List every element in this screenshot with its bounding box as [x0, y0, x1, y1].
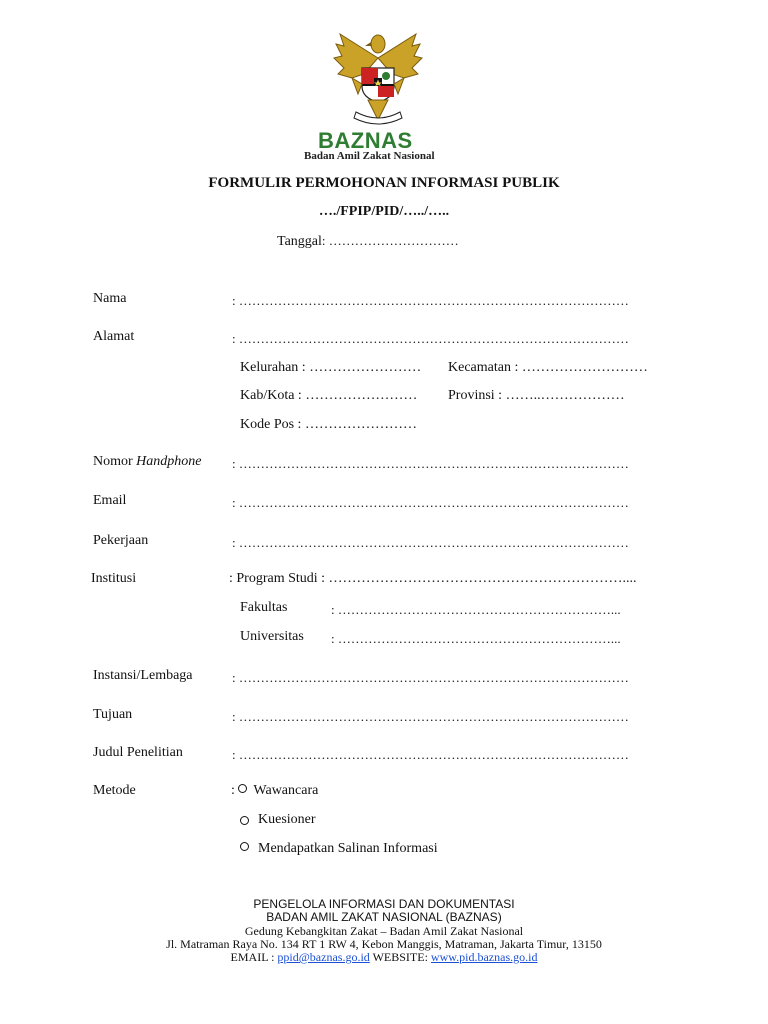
metode-option-label: Mendapatkan Salinan Informasi — [258, 841, 438, 856]
footer-contact — [0, 950, 768, 965]
nomor-handphone-label — [93, 454, 202, 470]
email-field[interactable]: : ……………………………………………………………………………… — [232, 495, 629, 510]
radio-icon[interactable] — [240, 842, 249, 851]
instansi-field[interactable]: : ……………………………………………………………………………… — [232, 670, 629, 685]
nama-label: Nama — [93, 291, 127, 306]
kabkota-field[interactable]: Kab/Kota : …………………… — [240, 388, 418, 403]
website-label: WEBSITE: — [369, 950, 431, 964]
tujuan-label: Tujuan — [93, 707, 133, 722]
pekerjaan-field[interactable]: : ……………………………………………………………………………… — [232, 535, 629, 550]
footer-line-1: PENGELOLA INFORMASI DAN DOKUMENTASI — [253, 897, 515, 911]
brand-name: BAZNAS — [318, 128, 413, 153]
judul-penelitian-label: Judul Penelitian — [93, 745, 183, 760]
email-link[interactable]: ppid@baznas.go.id — [277, 950, 370, 964]
metode-option-wawancara[interactable] — [231, 783, 318, 799]
alamat-field[interactable]: : ……………………………………………………………………………… — [232, 331, 629, 346]
footer-line-2: BADAN AMIL ZAKAT NASIONAL (BAZNAS) — [266, 910, 502, 924]
fakultas-label: Fakultas — [240, 600, 288, 615]
instansi-label: Instansi/Lembaga — [93, 668, 193, 683]
website-link[interactable]: www.pid.baznas.go.id — [430, 950, 538, 964]
footer-line-3: Gedung Kebangkitan Zakat – Badan Amil Zakat Nasional — [244, 924, 524, 938]
metode-option-kuesioner[interactable] — [240, 812, 316, 828]
provinsi-field[interactable]: Provinsi : ……..……………… — [448, 388, 625, 403]
nomor-label-italic: Handphone — [136, 454, 202, 469]
program-studi-field[interactable]: : Program Studi : ……………………………………………………….... — [229, 571, 637, 586]
form-title: FORMULIR PERMOHONAN INFORMASI PUBLIK — [208, 175, 560, 191]
universitas-label: Universitas — [240, 629, 304, 644]
footer-address: Jl. Matraman Raya No. 134 RT 1 RW 4, Kebon Manggis, Matraman, Jakarta Timur, 13150 — [166, 937, 602, 951]
judul-penelitian-field[interactable]: : ……………………………………………………………………………… — [232, 747, 629, 762]
garuda-emblem-logo — [330, 28, 426, 128]
brand-subtitle: Badan Amil Zakat Nasional — [304, 150, 435, 162]
email-label: Email — [93, 493, 127, 508]
nomor-label-prefix: Nomor — [93, 454, 137, 469]
pekerjaan-label: Pekerjaan — [93, 533, 149, 548]
kelurahan-field[interactable]: Kelurahan : …………………… — [240, 360, 422, 375]
nama-field[interactable]: : ……………………………………………………………………………… — [232, 293, 629, 308]
fakultas-field[interactable]: : ………………………………………………………... — [331, 602, 621, 617]
nomor-handphone-field[interactable]: : ……………………………………………………………………………… — [232, 456, 629, 471]
universitas-field[interactable]: : ………………………………………………………... — [331, 631, 621, 646]
radio-icon[interactable] — [238, 784, 247, 793]
institusi-label: Institusi — [91, 571, 137, 586]
form-number: …./FPIP/PID/…../….. — [318, 204, 450, 219]
date-value[interactable]: : ………………………… — [321, 233, 459, 248]
radio-icon[interactable] — [240, 816, 249, 825]
date-label: Tanggal — [277, 234, 322, 249]
metode-label: Metode — [93, 783, 136, 798]
kodepos-field[interactable]: Kode Pos : …………………… — [240, 417, 417, 432]
metode-option-label: Wawancara — [253, 783, 319, 798]
alamat-label: Alamat — [93, 329, 135, 344]
date-line — [277, 233, 459, 250]
email-contact-label: EMAIL : — [230, 950, 278, 964]
metode-option-salinan[interactable] — [240, 841, 438, 857]
kecamatan-field[interactable]: Kecamatan : ……………………… — [448, 360, 648, 375]
tujuan-field[interactable]: : ……………………………………………………………………………… — [232, 709, 629, 724]
metode-colon: : — [231, 783, 235, 798]
metode-option-label: Kuesioner — [258, 812, 316, 827]
